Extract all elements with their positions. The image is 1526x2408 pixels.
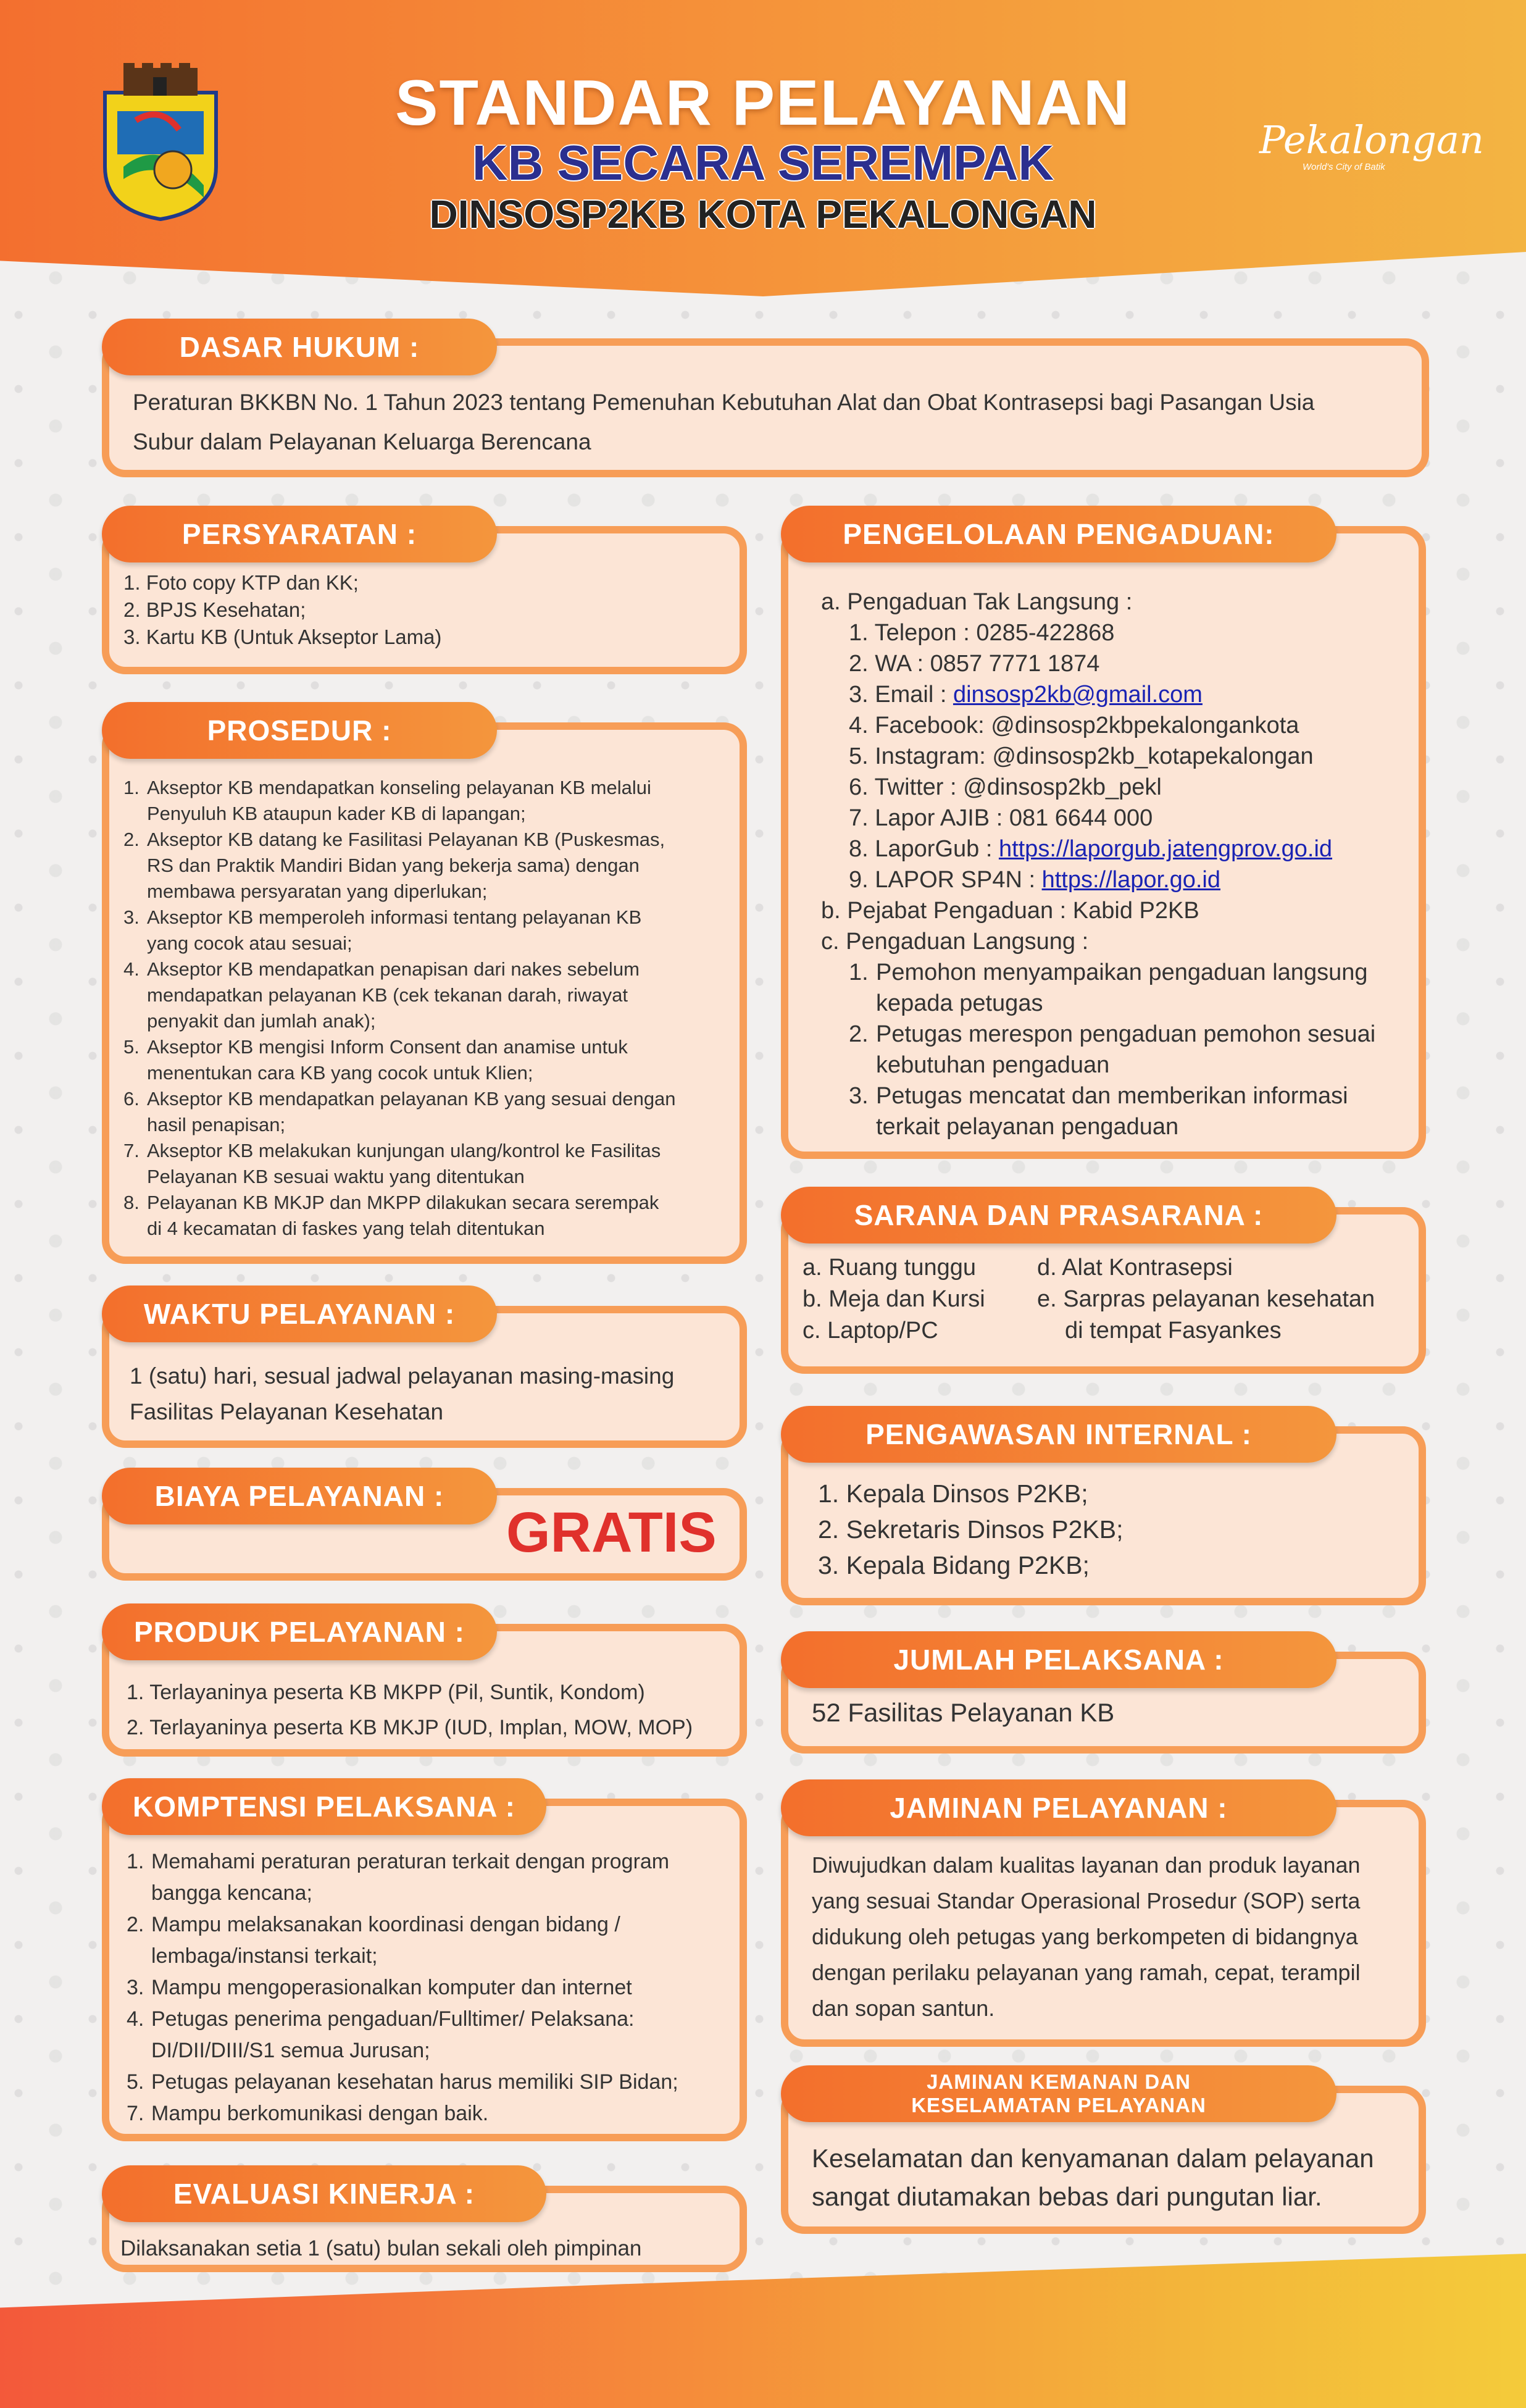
- pengaduan-a-title: a. Pengaduan Tak Langsung :: [821, 589, 1133, 615]
- list-line: Akseptor KB mendapatkan konseling pelayanan KB melalui: [147, 777, 651, 798]
- list-line: penyakit dan jumlah anak);: [147, 1010, 376, 1032]
- list-item: [127, 2067, 744, 2098]
- list-item: 2. Terlayaninya peserta KB MKJP (IUD, Implan, MOW, MOP): [127, 1716, 693, 1739]
- list-line: Mampu berkomunikasi dengan baik.: [151, 2102, 489, 2125]
- list-item: 2. BPJS Kesehatan;: [123, 598, 306, 621]
- list-item: [127, 1909, 744, 1972]
- list-line: yang cocok atau sesuai;: [147, 932, 352, 954]
- list-item: b. Meja dan Kursi: [803, 1286, 985, 1312]
- list-line: Akseptor KB datang ke Fasilitasi Pelayanan KB (Puskesmas,: [147, 829, 665, 850]
- list-item: [127, 1972, 744, 2004]
- page-title: STANDAR PELAYANAN: [395, 67, 1131, 139]
- list-item: [123, 1190, 741, 1242]
- list-line: terkait pelayanan pengaduan: [876, 1114, 1179, 1140]
- list-line: lembaga/instansi terkait;: [151, 1944, 378, 1968]
- list-line: Petugas merespon pengaduan pemohon sesuai: [876, 1021, 1376, 1047]
- list-item: 1. Kepala Dinsos P2KB;: [818, 1479, 1088, 1508]
- pengaduan-label: PENGELOLAAN PENGADUAN:: [781, 506, 1336, 562]
- city-logo-tagline: World's City of Batik: [1303, 162, 1385, 172]
- list-line: Pemohon menyampaikan pengaduan langsung: [876, 959, 1368, 985]
- list-number: 2.: [849, 1021, 869, 1047]
- list-line: di 4 kecamatan di faskes yang telah ditentukan: [147, 1218, 545, 1239]
- prosedur-list: [123, 775, 741, 1242]
- list-item: 3. Kepala Bidang P2KB;: [818, 1551, 1090, 1579]
- sarana-right: [1037, 1252, 1375, 1347]
- list-item: 6. Twitter : @dinsosp2kb_pekl: [849, 774, 1162, 800]
- page-subtitle: KB SECARA SEREMPAK: [472, 135, 1054, 190]
- list-line: kebutuhan pengaduan: [876, 1052, 1110, 1078]
- list-item: 5. Instagram: @dinsosp2kb_kotapekalongan: [849, 743, 1314, 769]
- list-line: Akseptor KB mendapatkan pelayanan KB yang sesuai dengan: [147, 1088, 676, 1110]
- list-item: [123, 956, 741, 1034]
- list-item: 2. Sekretaris Dinsos P2KB;: [818, 1515, 1124, 1544]
- keamanan-line: sangat diutamakan bebas dari pungutan liar.: [812, 2182, 1322, 2211]
- waktu-line: 1 (satu) hari, sesual jadwal pelayanan masing-masing: [130, 1363, 675, 1389]
- keamanan-label-line: KESELAMATAN PELAYANAN: [911, 2094, 1206, 2117]
- list-number: 1.: [127, 1850, 144, 1873]
- kompetensi-list: [127, 1846, 744, 2130]
- prosedur-label: PROSEDUR :: [102, 702, 497, 759]
- dasar-hukum-text: [133, 383, 1314, 462]
- list-item: d. Alat Kontrasepsi: [1037, 1255, 1233, 1281]
- list-number: 5.: [123, 1036, 140, 1058]
- list-number: 4.: [127, 2007, 144, 2031]
- list-item: [123, 1086, 741, 1138]
- dasar-hukum-line: Subur dalam Pelayanan Keluarga Berencana: [133, 429, 591, 454]
- list-line: Mampu mengoperasionalkan komputer dan internet: [151, 1976, 632, 1999]
- pengawasan-label: PENGAWASAN INTERNAL :: [781, 1406, 1336, 1463]
- list-item: [123, 905, 741, 956]
- email-link[interactable]: dinsosp2kb@gmail.com: [953, 682, 1203, 708]
- keamanan-text: [812, 2139, 1374, 2216]
- list-line: mendapatkan pelayanan KB (cek tekanan darah, riwayat: [147, 984, 628, 1006]
- list-number: 2.: [123, 829, 140, 850]
- biaya-label: BIAYA PELAYANAN :: [102, 1468, 497, 1524]
- jaminan-line: dan sopan santun.: [812, 1996, 995, 2021]
- list-line: Pelayanan KB MKJP dan MKPP dilakukan secara serempak: [147, 1192, 659, 1213]
- list-line: membawa persyaratan yang diperlukan;: [147, 880, 488, 902]
- jaminan-label: JAMINAN PELAYANAN :: [781, 1779, 1336, 1836]
- list-item: [849, 1019, 1414, 1081]
- list-item: di tempat Fasyankes: [1065, 1318, 1282, 1344]
- list-number: 7.: [123, 1140, 140, 1161]
- list-item: [849, 864, 1414, 895]
- laporgub-link[interactable]: https://laporgub.jatengprov.go.id: [998, 836, 1333, 862]
- list-item: [123, 775, 741, 827]
- keamanan-label: [781, 2065, 1336, 2122]
- pengawasan-list: [818, 1476, 1123, 1583]
- produk-label: PRODUK PELAYANAN :: [102, 1603, 497, 1660]
- list-item: e. Sarpras pelayanan kesehatan: [1037, 1286, 1375, 1312]
- jaminan-line: dengan perilaku pelayanan yang ramah, cepat, terampil: [812, 1960, 1361, 1985]
- list-item: c. Laptop/PC: [803, 1318, 938, 1344]
- list-line: Petugas mencatat dan memberikan informasi: [876, 1083, 1348, 1109]
- list-line: Akseptor KB melakukan kunjungan ulang/kontrol ke Fasilitas: [147, 1140, 661, 1161]
- waktu-text: [130, 1358, 674, 1430]
- jumlah-value: 52 Fasilitas Pelayanan KB: [812, 1698, 1115, 1727]
- keamanan-label-line: JAMINAN KEMANAN DAN: [927, 2070, 1191, 2093]
- sp4n-link[interactable]: https://lapor.go.id: [1041, 867, 1220, 893]
- list-item: 4. Facebook: @dinsosp2kbpekalongankota: [849, 713, 1299, 738]
- list-line: Penyuluh KB ataupun kader KB di lapangan;: [147, 803, 526, 824]
- list-number: 3.: [127, 1976, 144, 1999]
- list-line: menentukan cara KB yang cocok untuk Klien;: [147, 1062, 533, 1084]
- evaluasi-label: EVALUASI KINERJA :: [102, 2165, 546, 2222]
- jumlah-label: JUMLAH PELAKSANA :: [781, 1631, 1336, 1688]
- list-item: [123, 1034, 741, 1086]
- list-number: 4.: [123, 958, 140, 980]
- jaminan-text: [812, 1847, 1361, 2026]
- list-line: Petugas penerima pengaduan/Fulltimer/ Pelaksana:: [151, 2007, 635, 2031]
- list-line: Memahami peraturan peraturan terkait dengan program: [151, 1850, 670, 1873]
- list-line: Akseptor KB mendapatkan penapisan dari nakes sebelum: [147, 958, 640, 980]
- list-number: 3.: [123, 906, 140, 928]
- list-number: 7.: [127, 2102, 144, 2125]
- gratis-text: GRATIS: [506, 1501, 717, 1564]
- list-number: 8.: [123, 1192, 140, 1213]
- list-item: [849, 957, 1414, 1019]
- pengaduan-c-title: c. Pengaduan Langsung :: [821, 929, 1089, 955]
- jaminan-line: didukung oleh petugas yang berkompeten di bidangnya: [812, 1924, 1358, 1949]
- waktu-label: WAKTU PELAYANAN :: [102, 1286, 497, 1342]
- persyaratan-list: [123, 569, 441, 651]
- list-item: [127, 2098, 744, 2130]
- persyaratan-label: PERSYARATAN :: [102, 506, 497, 562]
- list-line: Pelayanan KB sesuai waktu yang ditentukan: [147, 1166, 525, 1187]
- list-line: Akseptor KB mengisi Inform Consent dan anamise untuk: [147, 1036, 628, 1058]
- list-item: 1. Foto copy KTP dan KK;: [123, 571, 359, 594]
- list-line: Petugas pelayanan kesehatan harus memiliki SIP Bidan;: [151, 2070, 678, 2094]
- evaluasi-text: Dilaksanakan setia 1 (satu) bulan sekali oleh pimpinan: [120, 2236, 642, 2260]
- list-number: 6.: [123, 1088, 140, 1110]
- list-number: 1.: [849, 959, 869, 985]
- kompetensi-label: KOMPTENSI PELAKSANA :: [102, 1778, 546, 1835]
- list-line: hasil penapisan;: [147, 1114, 286, 1135]
- list-item: [127, 1846, 744, 1909]
- list-item: 1. Terlayaninya peserta KB MKPP (Pil, Suntik, Kondom): [127, 1681, 645, 1704]
- email-label: 3. Email :: [849, 682, 953, 708]
- pengaduan-c-list: [821, 957, 1414, 1142]
- dasar-hukum-line: Peraturan BKKBN No. 1 Tahun 2023 tentang Pemenuhan Kebutuhan Alat dan Obat Kontrasepsi bagi Pasangan Usia: [133, 390, 1315, 415]
- list-item: a. Ruang tunggu: [803, 1255, 977, 1281]
- list-item: 1. Telepon : 0285-422868: [849, 620, 1115, 646]
- list-item: 7. Lapor AJIB : 081 6644 000: [849, 805, 1153, 831]
- jaminan-line: Diwujudkan dalam kualitas layanan dan produk layanan: [812, 1852, 1361, 1878]
- list-line: kepada petugas: [876, 990, 1043, 1016]
- sarana-left: [803, 1252, 985, 1347]
- dasar-hukum-label: DASAR HUKUM :: [102, 319, 497, 375]
- list-item: [849, 679, 1414, 710]
- jaminan-line: yang sesuai Standar Operasional Prosedur (SOP) serta: [812, 1888, 1361, 1913]
- list-line: bangga kencana;: [151, 1881, 312, 1905]
- list-number: 1.: [123, 777, 140, 798]
- list-number: 5.: [127, 2070, 144, 2094]
- sarana-label: SARANA DAN PRASARANA :: [781, 1187, 1336, 1244]
- list-number: 3.: [849, 1083, 869, 1109]
- produk-list: [127, 1675, 693, 1745]
- list-item: [123, 1138, 741, 1190]
- list-number: 2.: [127, 1913, 144, 1936]
- keamanan-line: Keselamatan dan kenyamanan dalam pelayanan: [812, 2144, 1374, 2173]
- pengaduan-b-title: b. Pejabat Pengaduan : Kabid P2KB: [821, 898, 1199, 924]
- list-line: RS dan Praktik Mandiri Bidan yang bekerja sama) dengan: [147, 855, 640, 876]
- list-line: DI/DII/DIII/S1 semua Jurusan;: [151, 2039, 430, 2062]
- list-item: 2. WA : 0857 7771 1874: [849, 651, 1100, 677]
- list-item: [849, 1081, 1414, 1142]
- list-item: [849, 834, 1414, 864]
- page-org: DINSOSP2KB KOTA PEKALONGAN: [429, 192, 1097, 236]
- list-item: [127, 2004, 744, 2067]
- list-line: Akseptor KB memperoleh informasi tentang pelayanan KB: [147, 906, 642, 928]
- list-line: Mampu melaksanakan koordinasi dengan bidang /: [151, 1913, 620, 1936]
- laporgub-label: 8. LaporGub :: [849, 836, 999, 862]
- pengaduan-content: [821, 587, 1414, 1142]
- list-item: 3. Kartu KB (Untuk Akseptor Lama): [123, 625, 442, 648]
- city-logo-text: Pekalongan: [1259, 117, 1484, 162]
- sp4n-label: 9. LAPOR SP4N :: [849, 867, 1042, 893]
- list-item: [123, 827, 741, 905]
- waktu-line: Fasilitas Pelayanan Kesehatan: [130, 1399, 444, 1424]
